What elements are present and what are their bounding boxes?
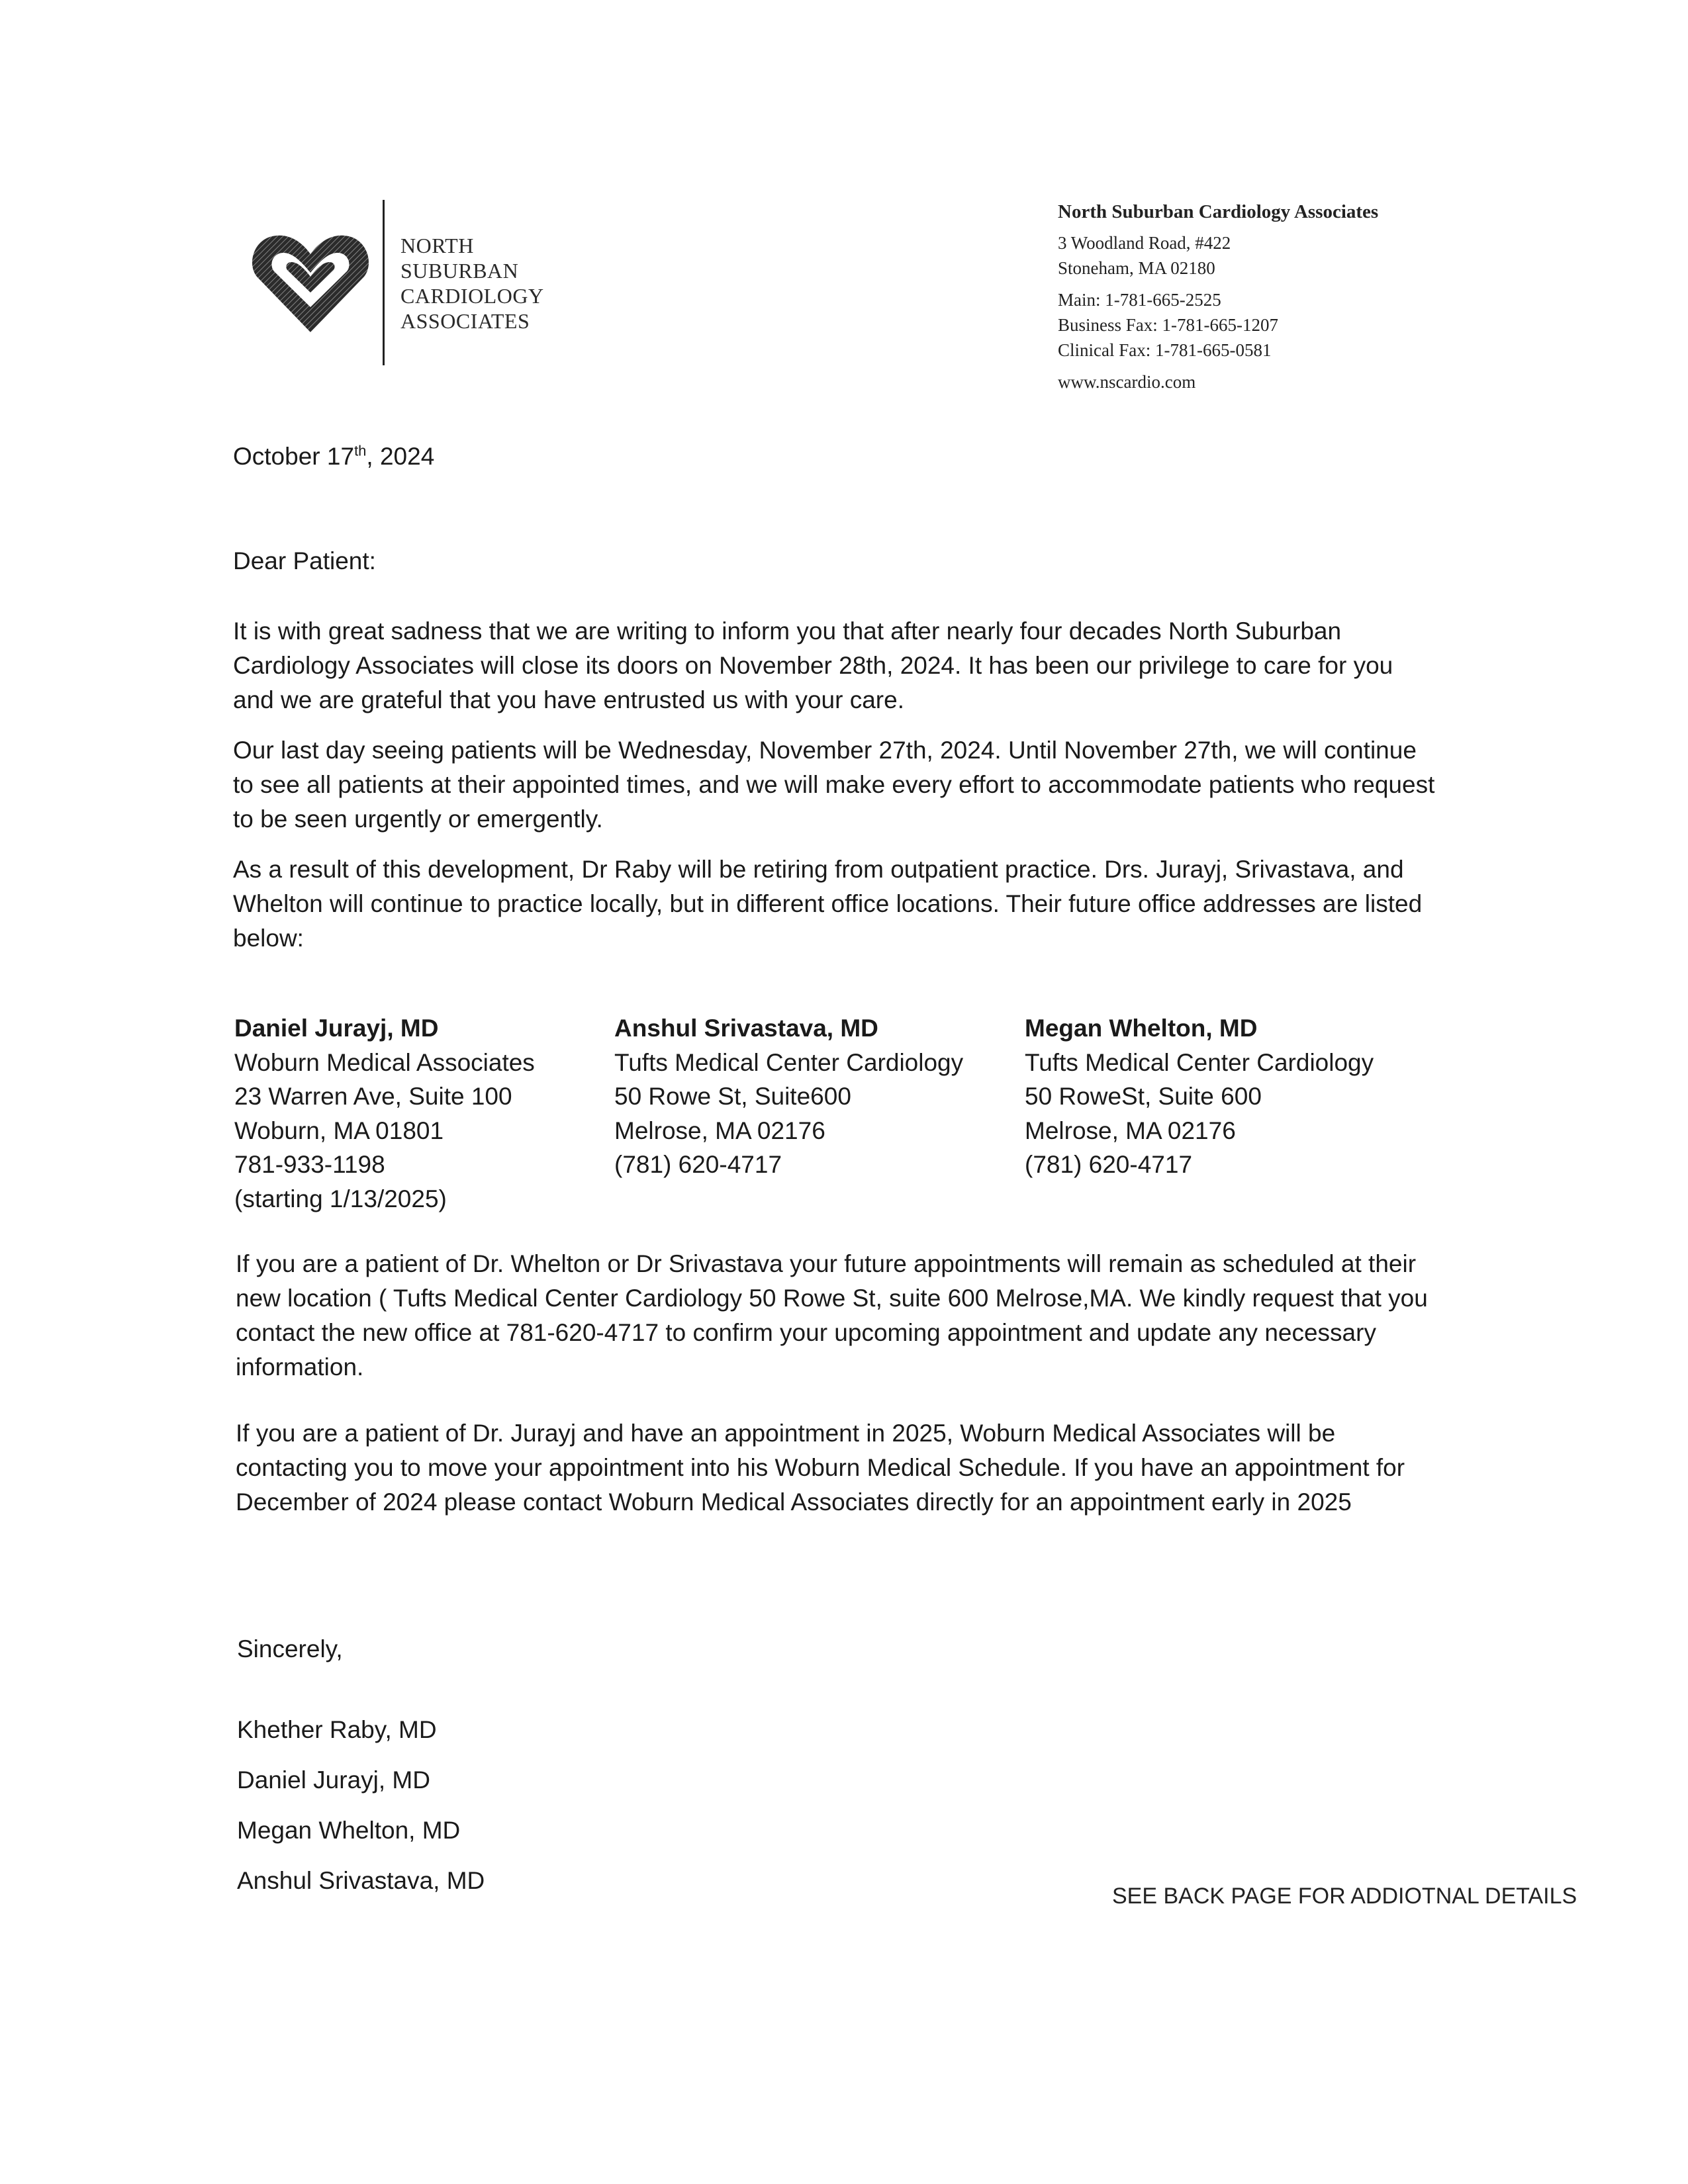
logo-line: SUBURBAN — [400, 259, 519, 283]
date-year: , 2024 — [366, 443, 435, 470]
doctor-street: 50 Rowe St, Suite600 — [614, 1083, 851, 1110]
doctor-address-whelton — [1025, 1011, 1374, 1182]
doctor-street: 23 Warren Ave, Suite 100 — [234, 1083, 512, 1110]
greeting: Dear Patient: — [233, 547, 376, 574]
signature-name: Daniel Jurayj, MD — [237, 1766, 430, 1794]
doctor-street: 50 RoweSt, Suite 600 — [1025, 1083, 1262, 1110]
doctor-name: Megan Whelton, MD — [1025, 1015, 1258, 1042]
letterhead-contact — [1058, 200, 1378, 394]
doctor-address-jurayj — [234, 1011, 535, 1216]
logo-line: NORTH — [400, 234, 474, 257]
paragraph-doctors: As a result of this development, Dr Raby will be retiring from outpatient practice. Drs. Jurayj, Srivastava, and Whelton will continue to practice locally, but in different office locations. Their future office addresses are listed below: — [233, 856, 1423, 952]
signature-name: Megan Whelton, MD — [237, 1817, 461, 1844]
logo-line: ASSOCIATES — [400, 309, 530, 333]
paragraph-jurayj: If you are a patient of Dr. Jurayj and have an appointment in 2025, Woburn Medical Associates will be contacting you to move your appointment into his Woburn Medical Schedule. If you have an appointment for December of 2024 please contact Woburn Medical Associates directly for an appointment early in 2025 — [236, 1420, 1405, 1516]
closing: Sincerely, — [237, 1635, 343, 1662]
address-line-1: 3 Woodland Road, #422 — [1058, 233, 1231, 253]
signature-block — [237, 1705, 485, 1906]
paragraph-whelton-srivastava: If you are a patient of Dr. Whelton or Dr Srivastava your future appointments will remain as scheduled at their new location ( Tufts Medical Center Cardiology 50 Rowe St, suite 600 Melrose,MA. We kindly request that you contact the new office at 781-620-4717 to confirm your upcoming appointment and update any necessary information. — [236, 1250, 1428, 1381]
doctor-address-srivastava — [614, 1011, 963, 1182]
paragraph-closure: It is with great sadness that we are writing to inform you that after nearly four decades North Suburban Cardiology Associates will close its doors on November 28th, 2024. It has been our privilege to care for you and we are grateful that you have entrusted us with your care. — [233, 617, 1393, 713]
clinical-fax: Clinical Fax: 1-781-665-0581 — [1058, 340, 1272, 360]
doctor-name: Anshul Srivastava, MD — [614, 1015, 878, 1042]
doctor-practice: Woburn Medical Associates — [234, 1048, 535, 1076]
back-page-note: SEE BACK PAGE FOR ADDIOTNAL DETAILS — [1112, 1884, 1577, 1909]
doctor-practice: Tufts Medical Center Cardiology — [614, 1048, 964, 1076]
address-line-2: Stoneham, MA 02180 — [1058, 258, 1215, 278]
doctor-note: (starting 1/13/2025) — [234, 1185, 447, 1212]
business-fax: Business Fax: 1-781-665-1207 — [1058, 315, 1278, 335]
signature-name: Khether Raby, MD — [237, 1716, 437, 1743]
signature-name: Anshul Srivastava, MD — [237, 1867, 485, 1894]
doctor-phone: (781) 620-4717 — [614, 1151, 782, 1178]
doctor-city: Woburn, MA 01801 — [234, 1116, 444, 1144]
letter-date — [233, 439, 434, 474]
logo-wordmark — [400, 233, 544, 334]
org-name: North Suburban Cardiology Associates — [1058, 201, 1379, 222]
doctor-phone: (781) 620-4717 — [1025, 1151, 1193, 1178]
doctor-city: Melrose, MA 02176 — [1025, 1116, 1236, 1144]
logo-line: CARDIOLOGY — [400, 284, 544, 308]
doctor-practice: Tufts Medical Center Cardiology — [1025, 1048, 1374, 1076]
doctor-phone: 781-933-1198 — [234, 1151, 385, 1178]
website: www.nscardio.com — [1058, 372, 1196, 392]
logo-divider — [383, 200, 385, 365]
main-phone: Main: 1-781-665-2525 — [1058, 290, 1221, 310]
heart-icon — [250, 224, 371, 335]
doctor-city: Melrose, MA 02176 — [614, 1116, 825, 1144]
date-suffix: th — [354, 442, 367, 459]
doctor-name: Daniel Jurayj, MD — [234, 1015, 439, 1042]
date-month-day: October 17 — [233, 443, 355, 470]
paragraph-last-day: Our last day seeing patients will be Wednesday, November 27th, 2024. Until November 27th, we will continue to see all patients at their appointed times, and we will make every effort to accommodate patients who request to be seen urgently or emergently. — [233, 737, 1435, 833]
